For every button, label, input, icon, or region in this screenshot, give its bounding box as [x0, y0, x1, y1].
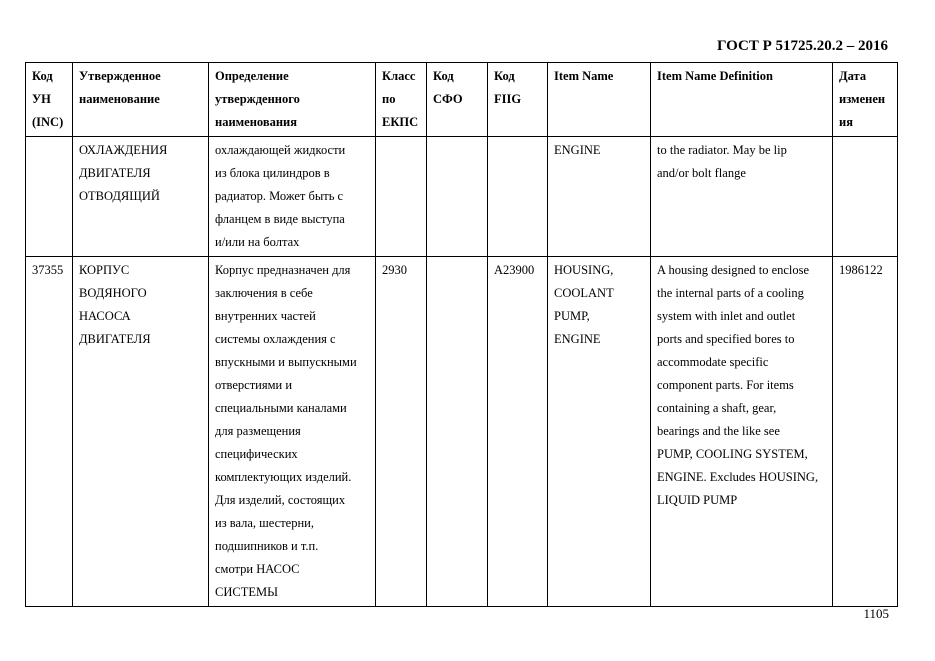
cell-line: to the radiator. May be lip	[657, 143, 787, 157]
cell-approved-name	[73, 257, 209, 607]
cell-line: A housing designed to enclose	[657, 263, 810, 277]
cell-line: Класс	[382, 69, 416, 83]
cell-line: (INC)	[32, 115, 64, 129]
cell-sfo-code	[427, 257, 488, 607]
cell-line: Код	[433, 69, 454, 83]
cell-line: заключения в себе	[215, 286, 313, 300]
col-name-definition	[209, 63, 376, 137]
cell-line: впускными и выпускными	[215, 355, 357, 369]
document-header: ГОСТ Р 51725.20.2 – 2016	[716, 38, 888, 54]
cell-item-name-definition	[651, 257, 833, 607]
cell-line: радиатор. Может быть с	[215, 189, 344, 203]
cell-line: КОРПУС	[79, 263, 130, 277]
cell-line: LIQUID PUMP	[657, 493, 738, 507]
cell-line: изменен	[839, 92, 886, 106]
cell-approved-name	[73, 137, 209, 257]
cell-line: ОТВОДЯЩИЙ	[79, 189, 160, 203]
cell-line: Для изделий, состоящих	[215, 493, 346, 507]
col-approved-name	[73, 63, 209, 137]
cell-name-definition	[209, 257, 376, 607]
cell-line: УН	[32, 92, 51, 106]
cell-line: подшипников и т.п.	[215, 539, 319, 553]
cell-line: Утвержденное	[79, 69, 161, 83]
col-inc-code	[26, 63, 73, 137]
cell-line: из блока цилиндров в	[215, 166, 330, 180]
cell-line: системы охлаждения с	[215, 332, 336, 346]
cell-line: ДВИГАТЕЛЯ	[79, 166, 151, 180]
cell-line: наименования	[215, 115, 298, 129]
cell-line: наименование	[79, 92, 160, 106]
cell-line: ВОДЯНОГО	[79, 286, 147, 300]
cell-line: специальными каналами	[215, 401, 347, 415]
cell-fiig-code	[488, 137, 548, 257]
cell-line: СФО	[433, 92, 463, 106]
cell-line: специфических	[215, 447, 298, 461]
cell-line: ЕКПС	[382, 115, 419, 129]
cell-item-name	[548, 257, 651, 607]
cell-ekps-class	[376, 137, 427, 257]
cell-line: 37355	[32, 263, 64, 277]
table-row	[26, 257, 898, 607]
cell-line: the internal parts of a cooling	[657, 286, 804, 300]
cell-fiig-code	[488, 257, 548, 607]
col-change-date	[833, 63, 898, 137]
cell-line: фланцем в виде выступа	[215, 212, 345, 226]
cell-line: containing a shaft, gear,	[657, 401, 777, 415]
cell-sfo-code	[427, 137, 488, 257]
cell-inc-code	[26, 257, 73, 607]
cell-line: для размещения	[215, 424, 301, 438]
cell-line: system with inlet and outlet	[657, 309, 796, 323]
cell-line: COOLANT	[554, 286, 614, 300]
col-fiig-code	[488, 63, 548, 137]
cell-line: 1986122	[839, 263, 883, 277]
cell-line: СИСТЕМЫ	[215, 585, 278, 599]
cell-line: PUMP,	[554, 309, 590, 323]
cell-line: Корпус предназначен для	[215, 263, 351, 277]
cell-line: ENGINE	[554, 143, 601, 157]
cell-line: и/или на болтах	[215, 235, 300, 249]
cell-line: PUMP, COOLING SYSTEM,	[657, 447, 808, 461]
cell-line: FIIG	[494, 92, 522, 106]
cell-line: внутренних частей	[215, 309, 316, 323]
cell-line: смотри НАСОС	[215, 562, 300, 576]
cell-item-name	[548, 137, 651, 257]
cell-line: ports and specified bores to	[657, 332, 795, 346]
cell-name-definition	[209, 137, 376, 257]
cell-line: охлаждающей жидкости	[215, 143, 346, 157]
specification-table	[25, 62, 898, 607]
table-header-row	[26, 63, 898, 137]
cell-line: ENGINE	[554, 332, 601, 346]
cell-change-date	[833, 137, 898, 257]
cell-line: bearings and the like see	[657, 424, 780, 438]
cell-line: утвержденного	[215, 92, 300, 106]
cell-line: комплектующих изделий.	[215, 470, 352, 484]
cell-line: ия	[839, 115, 853, 129]
col-item-name	[548, 63, 651, 137]
cell-line: Item Name Definition	[657, 69, 773, 83]
cell-line: component parts. For items	[657, 378, 794, 392]
cell-line: Дата	[839, 69, 867, 83]
col-item-name-definition	[651, 63, 833, 137]
cell-item-name-definition	[651, 137, 833, 257]
cell-line: A23900	[494, 263, 535, 277]
cell-line: Определение	[215, 69, 289, 83]
cell-line: Код	[494, 69, 515, 83]
cell-line: Код	[32, 69, 53, 83]
col-ekps-class	[376, 63, 427, 137]
cell-line: and/or bolt flange	[657, 166, 746, 180]
cell-line: ОХЛАЖДЕНИЯ	[79, 143, 168, 157]
cell-line: accommodate specific	[657, 355, 769, 369]
cell-change-date	[833, 257, 898, 607]
cell-line: HOUSING,	[554, 263, 614, 277]
cell-line: ENGINE. Excludes HOUSING,	[657, 470, 819, 484]
col-sfo-code	[427, 63, 488, 137]
cell-line: Item Name	[554, 69, 614, 83]
cell-ekps-class	[376, 257, 427, 607]
cell-line: по	[382, 92, 396, 106]
cell-line: отверстиями и	[215, 378, 293, 392]
cell-line: НАСОСА	[79, 309, 131, 323]
cell-line: 2930	[382, 263, 407, 277]
table-row	[26, 137, 898, 257]
cell-inc-code	[26, 137, 73, 257]
cell-line: ДВИГАТЕЛЯ	[79, 332, 151, 346]
cell-line: из вала, шестерни,	[215, 516, 314, 530]
page-number: 1105	[863, 606, 889, 621]
